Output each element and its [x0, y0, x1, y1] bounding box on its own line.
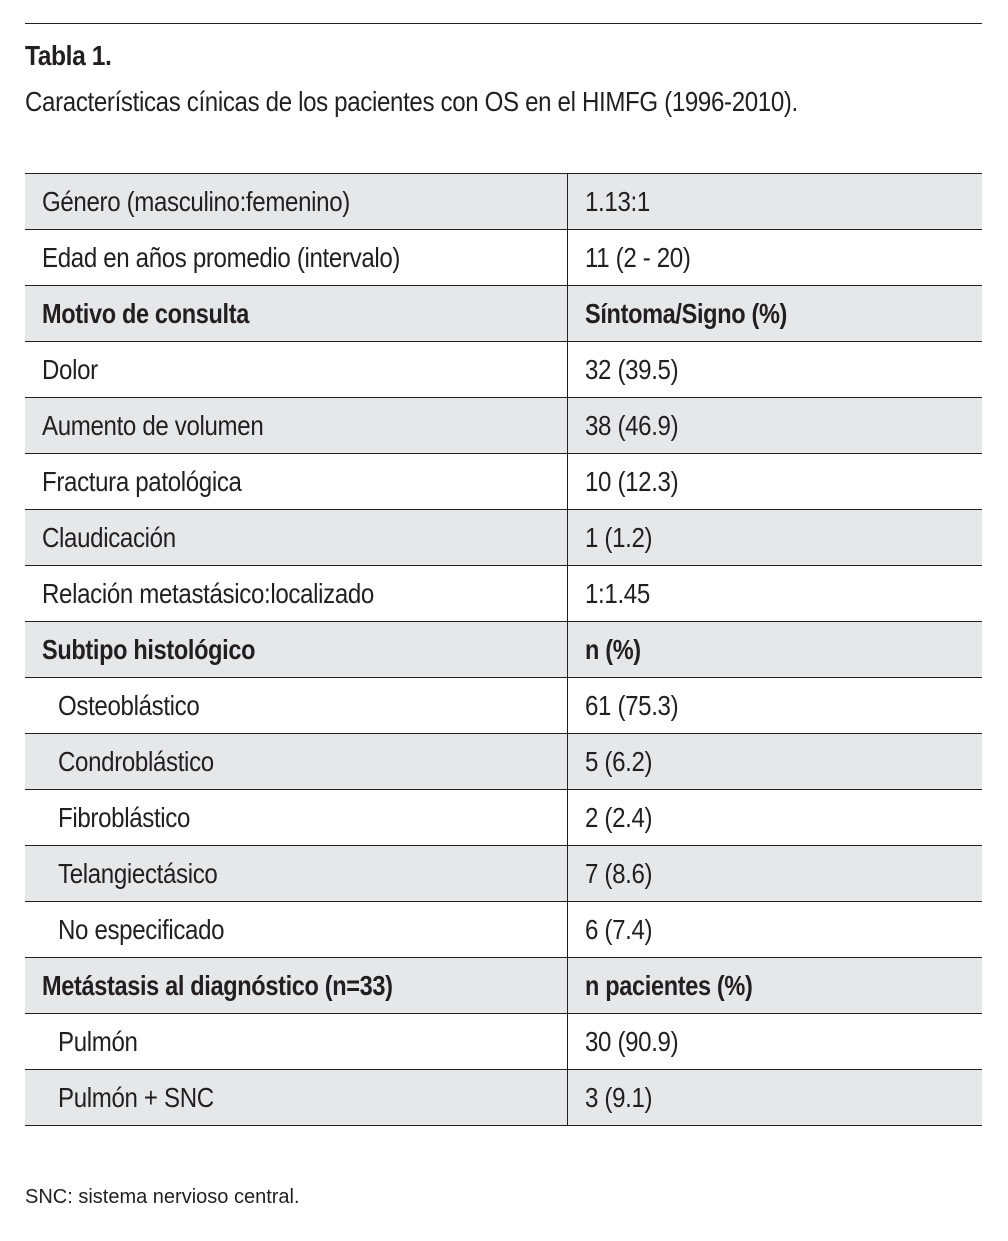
row-value: 3 (9.1)	[567, 1070, 982, 1126]
row-label: Aumento de volumen	[25, 398, 567, 454]
row-label: Fractura patológica	[25, 454, 567, 510]
top-rule	[25, 23, 982, 24]
row-value: 10 (12.3)	[567, 454, 982, 510]
section-header-subtipo	[25, 622, 982, 678]
row-value: 1 (1.2)	[567, 510, 982, 566]
row-label: Claudicación	[25, 510, 567, 566]
row-label: No especificado	[25, 902, 567, 958]
table-row	[25, 790, 982, 846]
table-row	[25, 398, 982, 454]
row-label: Relación metastásico:localizado	[25, 566, 567, 622]
row-value: 38 (46.9)	[567, 398, 982, 454]
table-row	[25, 902, 982, 958]
row-value: 11 (2 - 20)	[567, 230, 982, 286]
table-row	[25, 454, 982, 510]
table-row	[25, 1014, 982, 1070]
table-row	[25, 678, 982, 734]
table-row-gender	[25, 174, 982, 230]
table-caption: Características cínicas de los pacientes con OS en el HIMFG (1996-2010).	[25, 86, 798, 117]
section-value-header: n pacientes (%)	[567, 958, 982, 1014]
row-value: 5 (6.2)	[567, 734, 982, 790]
row-value: 61 (75.3)	[567, 678, 982, 734]
row-label: Telangiectásico	[25, 846, 567, 902]
section-label: Metástasis al diagnóstico (n=33)	[25, 958, 567, 1014]
row-value: 32 (39.5)	[567, 342, 982, 398]
row-label: Condroblástico	[25, 734, 567, 790]
row-label: Edad en años promedio (intervalo)	[25, 230, 567, 286]
section-label: Subtipo histológico	[25, 622, 567, 678]
section-header-metastasis	[25, 958, 982, 1014]
table-row	[25, 566, 982, 622]
row-value: 6 (7.4)	[567, 902, 982, 958]
row-label: Pulmón + SNC	[25, 1070, 567, 1126]
row-value: 1.13:1	[567, 174, 982, 230]
table-row	[25, 342, 982, 398]
table-row	[25, 510, 982, 566]
table-row	[25, 846, 982, 902]
clinical-characteristics-table	[25, 173, 982, 1126]
section-header-motivo	[25, 286, 982, 342]
row-label: Osteoblástico	[25, 678, 567, 734]
table-label: Tabla 1.	[25, 40, 112, 71]
row-value: 7 (8.6)	[567, 846, 982, 902]
section-value-header: Síntoma/Signo (%)	[567, 286, 982, 342]
table-footnote: SNC: sistema nervioso central.	[25, 1186, 300, 1208]
row-label: Género (masculino:femenino)	[25, 174, 567, 230]
section-value-header: n (%)	[567, 622, 982, 678]
row-label: Fibroblástico	[25, 790, 567, 846]
row-value: 30 (90.9)	[567, 1014, 982, 1070]
row-value: 1:1.45	[567, 566, 982, 622]
row-label: Pulmón	[25, 1014, 567, 1070]
table-row-age	[25, 230, 982, 286]
row-value: 2 (2.4)	[567, 790, 982, 846]
table-row	[25, 1070, 982, 1126]
section-label: Motivo de consulta	[25, 286, 567, 342]
table-row	[25, 734, 982, 790]
row-label: Dolor	[25, 342, 567, 398]
